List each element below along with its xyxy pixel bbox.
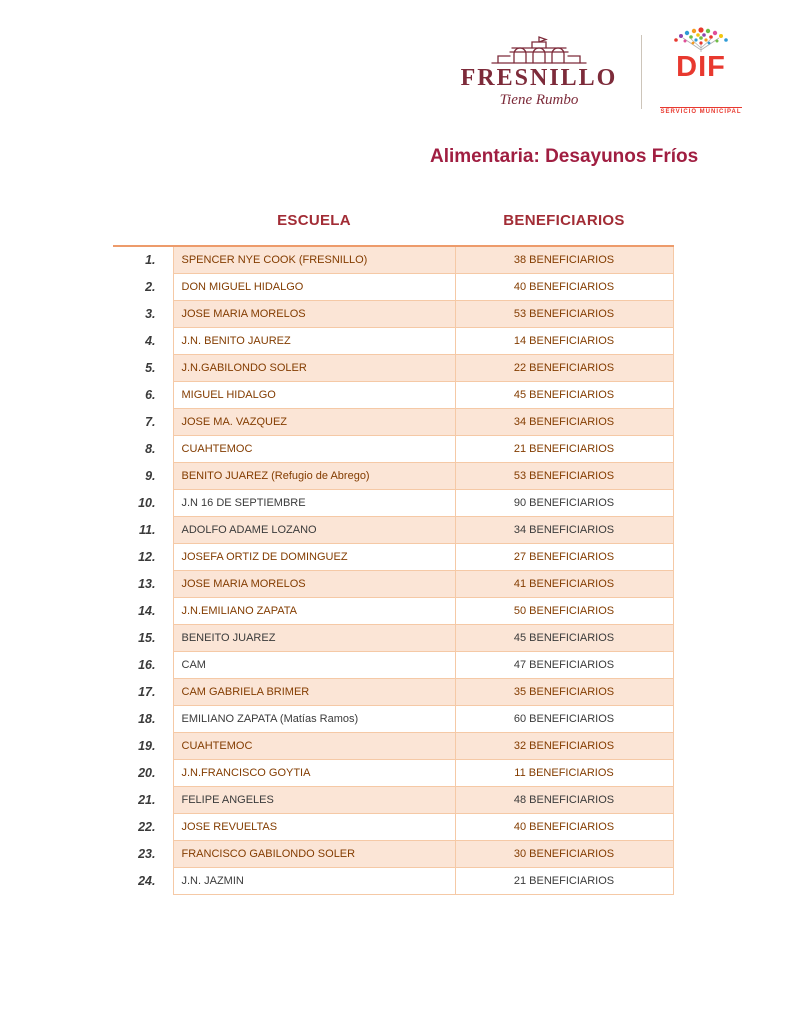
beneficiaries-cell: 90 BENEFICIARIOS bbox=[455, 489, 673, 516]
row-number: 12. bbox=[138, 549, 156, 564]
table-row bbox=[113, 840, 673, 867]
school-name-cell: JOSE MA. VAZQUEZ bbox=[173, 408, 455, 435]
fresnillo-logo-name: FRESNILLO bbox=[460, 64, 618, 91]
beneficiaries-cell: 41 BENEFICIARIOS bbox=[455, 570, 673, 597]
column-header-escuela: ESCUELA bbox=[277, 212, 351, 229]
table-row bbox=[113, 408, 673, 435]
school-name-cell: FELIPE ANGELES bbox=[173, 786, 455, 813]
school-name-cell: CUAHTEMOC bbox=[173, 435, 455, 462]
table-row bbox=[113, 867, 673, 894]
school-name-cell: J.N. JAZMIN bbox=[173, 867, 455, 894]
row-number: 9. bbox=[145, 468, 156, 483]
beneficiaries-cell: 53 BENEFICIARIOS bbox=[455, 462, 673, 489]
row-number: 17. bbox=[138, 684, 156, 699]
fresnillo-building-icon bbox=[484, 35, 594, 65]
school-name-cell: ADOLFO ADAME LOZANO bbox=[173, 516, 455, 543]
row-number: 3. bbox=[145, 306, 156, 321]
beneficiaries-cell: 35 BENEFICIARIOS bbox=[455, 678, 673, 705]
table-row bbox=[113, 300, 673, 327]
header-logos bbox=[450, 26, 747, 118]
column-header-beneficiarios: BENEFICIARIOS bbox=[503, 212, 625, 229]
school-name-cell: SPENCER NYE COOK (FRESNILLO) bbox=[173, 246, 455, 273]
row-number: 19. bbox=[138, 738, 156, 753]
school-name-cell: JOSE REVUELTAS bbox=[173, 813, 455, 840]
table-row bbox=[113, 354, 673, 381]
beneficiaries-cell: 14 BENEFICIARIOS bbox=[455, 327, 673, 354]
beneficiaries-cell: 21 BENEFICIARIOS bbox=[455, 867, 673, 894]
row-number: 1. bbox=[145, 253, 156, 267]
table-row bbox=[113, 570, 673, 597]
beneficiaries-cell: 45 BENEFICIARIOS bbox=[455, 624, 673, 651]
row-number: 22. bbox=[138, 819, 156, 834]
row-number: 14. bbox=[138, 603, 156, 618]
row-number: 24. bbox=[138, 873, 156, 888]
beneficiaries-cell: 45 BENEFICIARIOS bbox=[455, 381, 673, 408]
table-row bbox=[113, 516, 673, 543]
table-row bbox=[113, 246, 673, 273]
school-name-cell: J.N 16 DE SEPTIEMBRE bbox=[173, 489, 455, 516]
table-row bbox=[113, 543, 673, 570]
table-row bbox=[113, 732, 673, 759]
beneficiaries-cell: 21 BENEFICIARIOS bbox=[455, 435, 673, 462]
column-headers bbox=[113, 212, 673, 229]
table-row bbox=[113, 381, 673, 408]
school-name-cell: J.N.FRANCISCO GOYTIA bbox=[173, 759, 455, 786]
row-number: 15. bbox=[138, 630, 156, 645]
table-row bbox=[113, 489, 673, 516]
beneficiaries-cell: 32 BENEFICIARIOS bbox=[455, 732, 673, 759]
beneficiaries-cell: 48 BENEFICIARIOS bbox=[455, 786, 673, 813]
table-row bbox=[113, 786, 673, 813]
beneficiaries-cell: 11 BENEFICIARIOS bbox=[455, 759, 673, 786]
logo-divider bbox=[641, 35, 642, 109]
school-name-cell: FRANCISCO GABILONDO SOLER bbox=[173, 840, 455, 867]
table-row bbox=[113, 759, 673, 786]
school-name-cell: BENITO JUAREZ (Refugio de Abrego) bbox=[173, 462, 455, 489]
table-row bbox=[113, 651, 673, 678]
school-name-cell: CAM bbox=[173, 651, 455, 678]
dif-logo-subtitle: SERVICIO MUNICIPAL bbox=[660, 108, 742, 115]
table-row bbox=[113, 705, 673, 732]
beneficiaries-cell: 34 BENEFICIARIOS bbox=[455, 408, 673, 435]
table-row bbox=[113, 813, 673, 840]
row-number: 16. bbox=[138, 657, 156, 672]
row-number: 21. bbox=[138, 792, 156, 807]
row-number: 5. bbox=[145, 360, 156, 375]
fresnillo-logo-tagline: Tiene Rumbo bbox=[499, 91, 579, 108]
row-number: 23. bbox=[138, 846, 156, 861]
row-number: 7. bbox=[145, 414, 156, 429]
beneficiaries-cell: 40 BENEFICIARIOS bbox=[455, 813, 673, 840]
table-row bbox=[113, 462, 673, 489]
row-number: 2. bbox=[145, 279, 156, 294]
dif-logo bbox=[655, 26, 747, 118]
school-name-cell: MIGUEL HIDALGO bbox=[173, 381, 455, 408]
beneficiaries-cell: 27 BENEFICIARIOS bbox=[455, 543, 673, 570]
table-row bbox=[113, 327, 673, 354]
beneficiaries-cell: 30 BENEFICIARIOS bbox=[455, 840, 673, 867]
fresnillo-logo bbox=[450, 35, 628, 109]
beneficiaries-cell: 53 BENEFICIARIOS bbox=[455, 300, 673, 327]
row-number: 20. bbox=[138, 765, 156, 780]
school-name-cell: CUAHTEMOC bbox=[173, 732, 455, 759]
beneficiaries-cell: 50 BENEFICIARIOS bbox=[455, 597, 673, 624]
beneficiaries-cell: 47 BENEFICIARIOS bbox=[455, 651, 673, 678]
dif-logo-name: DIF bbox=[676, 51, 726, 83]
school-name-cell: CAM GABRIELA BRIMER bbox=[173, 678, 455, 705]
row-number: 13. bbox=[138, 576, 156, 591]
table-row bbox=[113, 678, 673, 705]
row-number: 8. bbox=[145, 441, 156, 456]
school-name-cell: BENEITO JUAREZ bbox=[173, 624, 455, 651]
beneficiaries-cell: 40 BENEFICIARIOS bbox=[455, 273, 673, 300]
school-name-cell: JOSEFA ORTIZ DE DOMINGUEZ bbox=[173, 543, 455, 570]
table-row bbox=[113, 435, 673, 462]
beneficiaries-cell: 60 BENEFICIARIOS bbox=[455, 705, 673, 732]
school-name-cell: JOSE MARIA MORELOS bbox=[173, 300, 455, 327]
table-row bbox=[113, 273, 673, 300]
school-name-cell: JOSE MARIA MORELOS bbox=[173, 570, 455, 597]
row-number: 10. bbox=[138, 495, 156, 510]
school-name-cell: J.N. BENITO JAUREZ bbox=[173, 327, 455, 354]
beneficiaries-cell: 38 BENEFICIARIOS bbox=[455, 246, 673, 273]
page-title: Alimentaria: Desayunos Fríos bbox=[430, 146, 699, 167]
school-name-cell: J.N.GABILONDO SOLER bbox=[173, 354, 455, 381]
table-row bbox=[113, 597, 673, 624]
beneficiaries-cell: 22 BENEFICIARIOS bbox=[455, 354, 673, 381]
table-row bbox=[113, 624, 673, 651]
school-name-cell: EMILIANO ZAPATA (Matías Ramos) bbox=[173, 705, 455, 732]
dif-tree-icon bbox=[665, 26, 737, 54]
row-number: 4. bbox=[145, 333, 156, 348]
beneficiaries-table bbox=[113, 245, 674, 895]
beneficiaries-cell: 34 BENEFICIARIOS bbox=[455, 516, 673, 543]
table-section bbox=[113, 212, 673, 895]
row-number: 18. bbox=[138, 711, 156, 726]
school-name-cell: J.N.EMILIANO ZAPATA bbox=[173, 597, 455, 624]
row-number: 6. bbox=[145, 387, 156, 402]
row-number: 11. bbox=[139, 522, 156, 537]
school-name-cell: DON MIGUEL HIDALGO bbox=[173, 273, 455, 300]
